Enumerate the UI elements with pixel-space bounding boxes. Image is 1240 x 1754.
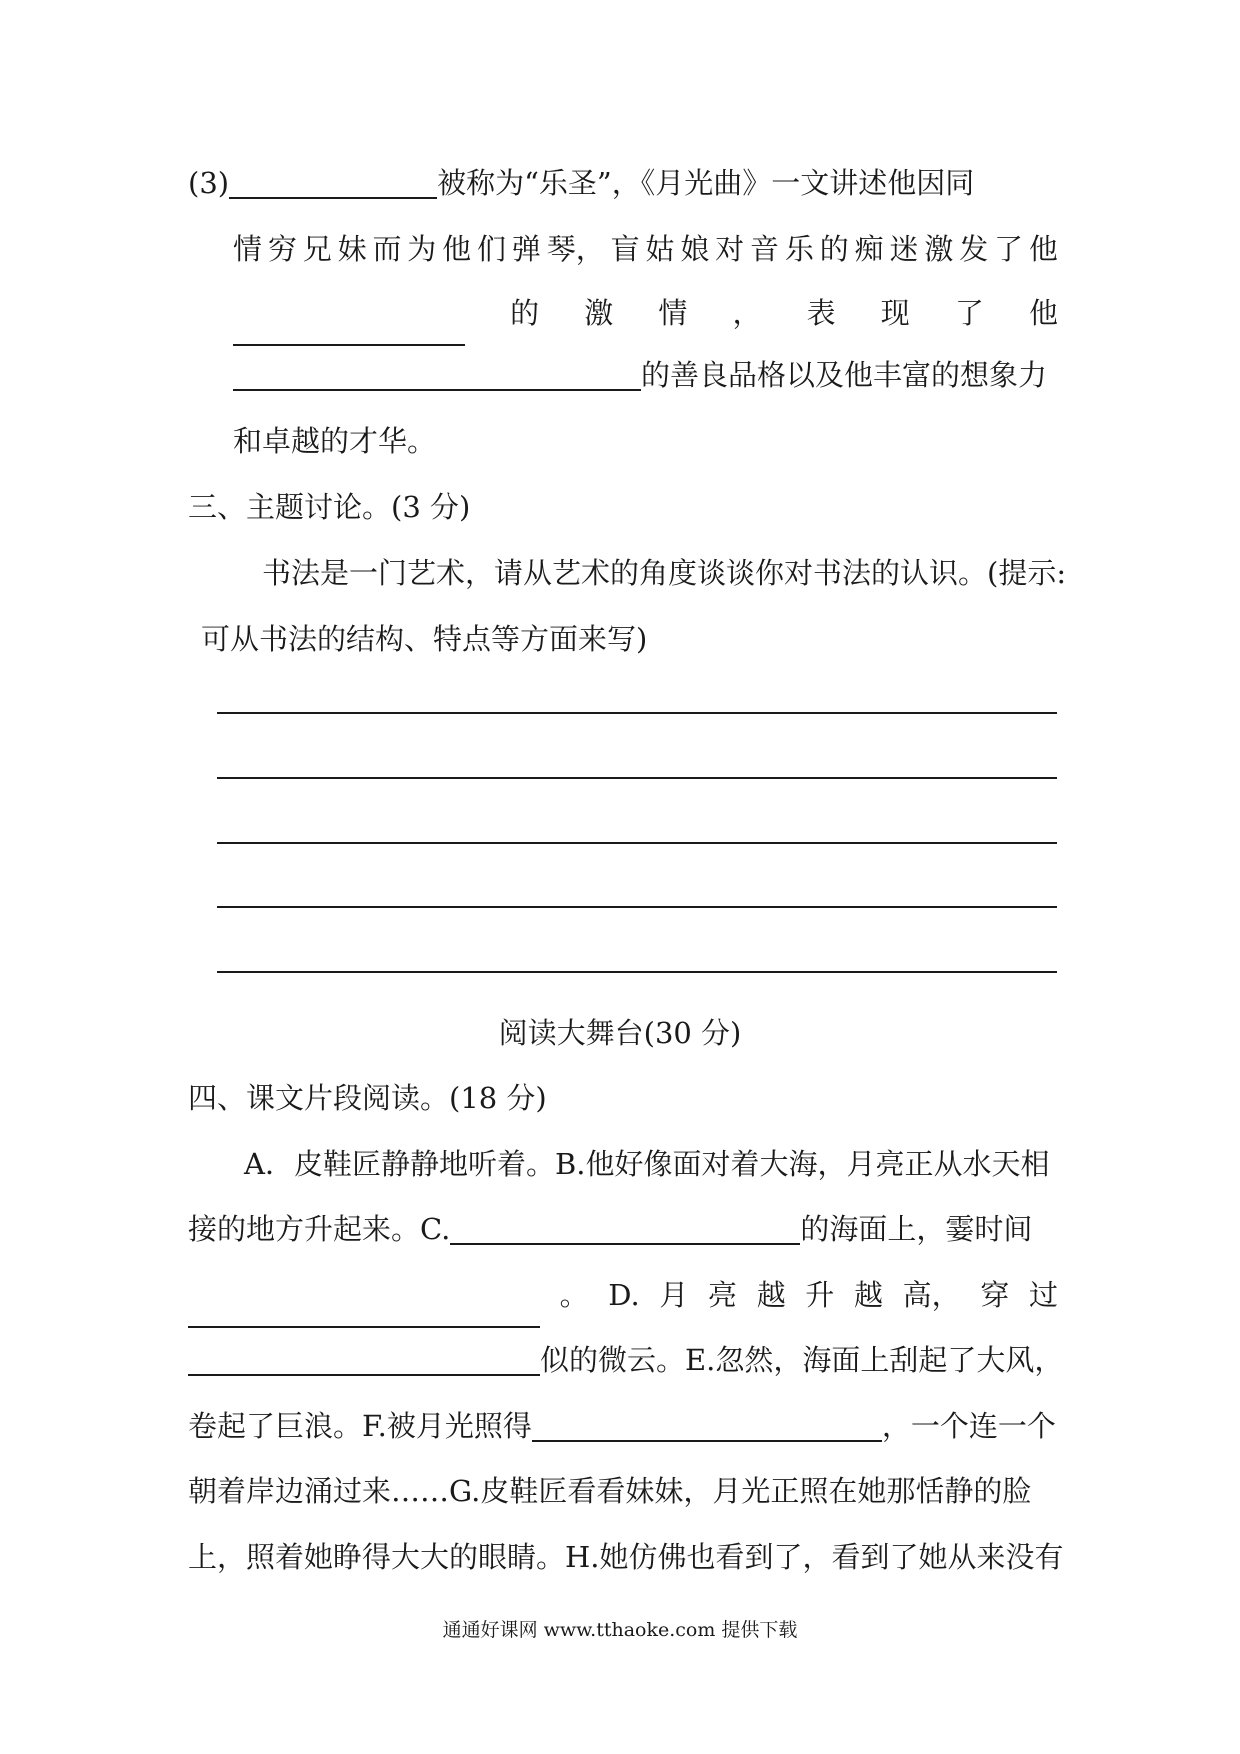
q3-line-2-char: 姑	[645, 232, 675, 266]
section4-line-5	[188, 1393, 1058, 1459]
q3-line-2-char: 乐	[784, 232, 814, 266]
q3-label: (3)	[188, 166, 230, 200]
section4-line-2-before: 接的地方升起来。C.	[188, 1212, 451, 1246]
section4-line-7	[188, 1524, 1064, 1590]
answer-blank[interactable]	[233, 304, 465, 346]
q3-line-2-char: 娘	[680, 232, 710, 266]
q3-line-5	[233, 408, 1103, 474]
section4-line-3-char: 升	[805, 1278, 835, 1312]
q3-line-5-text: 和卓越的才华。	[233, 424, 437, 458]
answer-blank[interactable]	[233, 349, 641, 391]
section4-line-3-char: 越	[854, 1278, 884, 1312]
reading-title-text: 阅读大舞台(30 分)	[498, 1016, 742, 1050]
section3-prompt-1-text: 书法是一门艺术，请从艺术的角度谈谈你对书法的认识。(提示:	[262, 556, 1067, 590]
writing-line[interactable]	[217, 842, 1057, 844]
section4-line-2-after: 的海面上，霎时间	[800, 1212, 1033, 1246]
section3-prompt-2-text: 可从书法的结构、特点等方面来写)	[201, 622, 648, 656]
writing-line[interactable]	[217, 971, 1057, 973]
section4-line-3-char: D.	[608, 1278, 640, 1312]
q3-line-2-char: 激	[924, 232, 954, 266]
section4-line-3	[188, 1262, 1058, 1328]
q3-line-2-char: 们	[477, 232, 507, 266]
q3-line-2-char: 对	[715, 232, 745, 266]
q3-line-1	[188, 150, 1058, 216]
q3-line-1-text: 被称为“乐圣”，《月光曲》一文讲述他因同	[437, 166, 975, 200]
q3-line-2-char: 琴，	[546, 232, 605, 266]
section4-heading-text: 四、课文片段阅读。(18 分)	[188, 1081, 547, 1115]
q3-line-2-char: 痴	[854, 232, 884, 266]
section4-line-6-text: 朝着岸边涌过来……G.皮鞋匠看看妹妹，月光正照在她那恬静的脸	[188, 1474, 1032, 1508]
q3-line-2-char: 盲	[610, 232, 640, 266]
answer-blank[interactable]	[229, 157, 437, 199]
q3-line-3-char: 激	[584, 296, 614, 330]
reading-title	[450, 1000, 790, 1066]
answer-blank[interactable]	[532, 1400, 882, 1442]
q3-line-3-char: 他	[1028, 296, 1058, 330]
section3-heading-text: 三、主题讨论。(3 分)	[188, 490, 471, 524]
footer-text: 通通好课网 www.tthaoke.com 提供下载	[442, 1619, 798, 1641]
section4-line-3-char: 过	[1028, 1278, 1058, 1312]
q3-line-2-char: 的	[819, 232, 849, 266]
q3-line-2	[233, 216, 1058, 282]
section4-line-5-after: ，一个连一个	[881, 1409, 1056, 1443]
answer-blank[interactable]	[188, 1286, 540, 1328]
section4-line-4	[188, 1327, 1064, 1393]
q3-line-2-char: 了	[994, 232, 1024, 266]
q3-line-2-char: 妹	[337, 232, 367, 266]
footer-watermark	[0, 1615, 1240, 1642]
q3-line-2-char: 弹	[511, 232, 541, 266]
section3-prompt-2	[201, 606, 1071, 672]
q3-line-3-char: 表	[806, 296, 836, 330]
q3-line-4	[233, 342, 1103, 408]
q3-line-2-char: 为	[407, 232, 437, 266]
section4-line-3-char: 月	[659, 1278, 689, 1312]
section4-line-3-char: 亮	[708, 1278, 738, 1312]
q3-line-2-char: 音	[750, 232, 780, 266]
section4-line-4-text: 似的微云。E.忽然，海面上刮起了大风，	[540, 1343, 1064, 1377]
q3-line-3-char: 了	[954, 296, 984, 330]
q3-line-3-char: 情	[658, 296, 688, 330]
answer-blank[interactable]	[188, 1334, 540, 1376]
q3-line-2-char: 兄	[302, 232, 332, 266]
q3-line-2-char: 穷	[267, 232, 297, 266]
q3-line-2-char: 情	[233, 232, 263, 266]
writing-line[interactable]	[217, 712, 1057, 714]
q3-line-3-char: ，	[732, 296, 762, 330]
answer-blank[interactable]	[450, 1203, 800, 1245]
section4-line-3-char: 高，	[902, 1278, 961, 1312]
section4-line-3-char: 穿	[980, 1278, 1010, 1312]
section4-line-1-text: A．皮鞋匠静静地听着。B.他好像面对着大海，月亮正从水天相	[244, 1147, 1050, 1181]
section4-line-1	[244, 1131, 1114, 1197]
q3-line-2-char: 而	[372, 232, 402, 266]
writing-line[interactable]	[217, 906, 1057, 908]
section4-line-2	[188, 1196, 1058, 1262]
section4-line-5-before: 卷起了巨浪。F.被月光照得	[188, 1409, 532, 1443]
q3-line-2-char: 他	[1028, 232, 1058, 266]
q3-line-2-char: 迷	[889, 232, 919, 266]
q3-line-2-char: 他	[442, 232, 472, 266]
section4-line-7-text: 上，照着她睁得大大的眼睛。H.她仿佛也看到了，看到了她从来没有	[188, 1540, 1064, 1574]
writing-line[interactable]	[217, 777, 1057, 779]
q3-line-3	[233, 280, 1058, 346]
section4-line-3-char: 越	[756, 1278, 786, 1312]
q3-line-2-char: 发	[959, 232, 989, 266]
section3-heading	[188, 474, 1058, 540]
q3-line-3-char: 的	[510, 296, 540, 330]
section4-heading	[188, 1065, 1058, 1131]
section4-line-6	[188, 1458, 1058, 1524]
q3-line-3-char: 现	[880, 296, 910, 330]
section4-line-3-char: 。	[559, 1278, 589, 1312]
section3-prompt-1	[262, 540, 1132, 606]
q3-line-4-text: 的善良品格以及他丰富的想象力	[641, 358, 1048, 392]
